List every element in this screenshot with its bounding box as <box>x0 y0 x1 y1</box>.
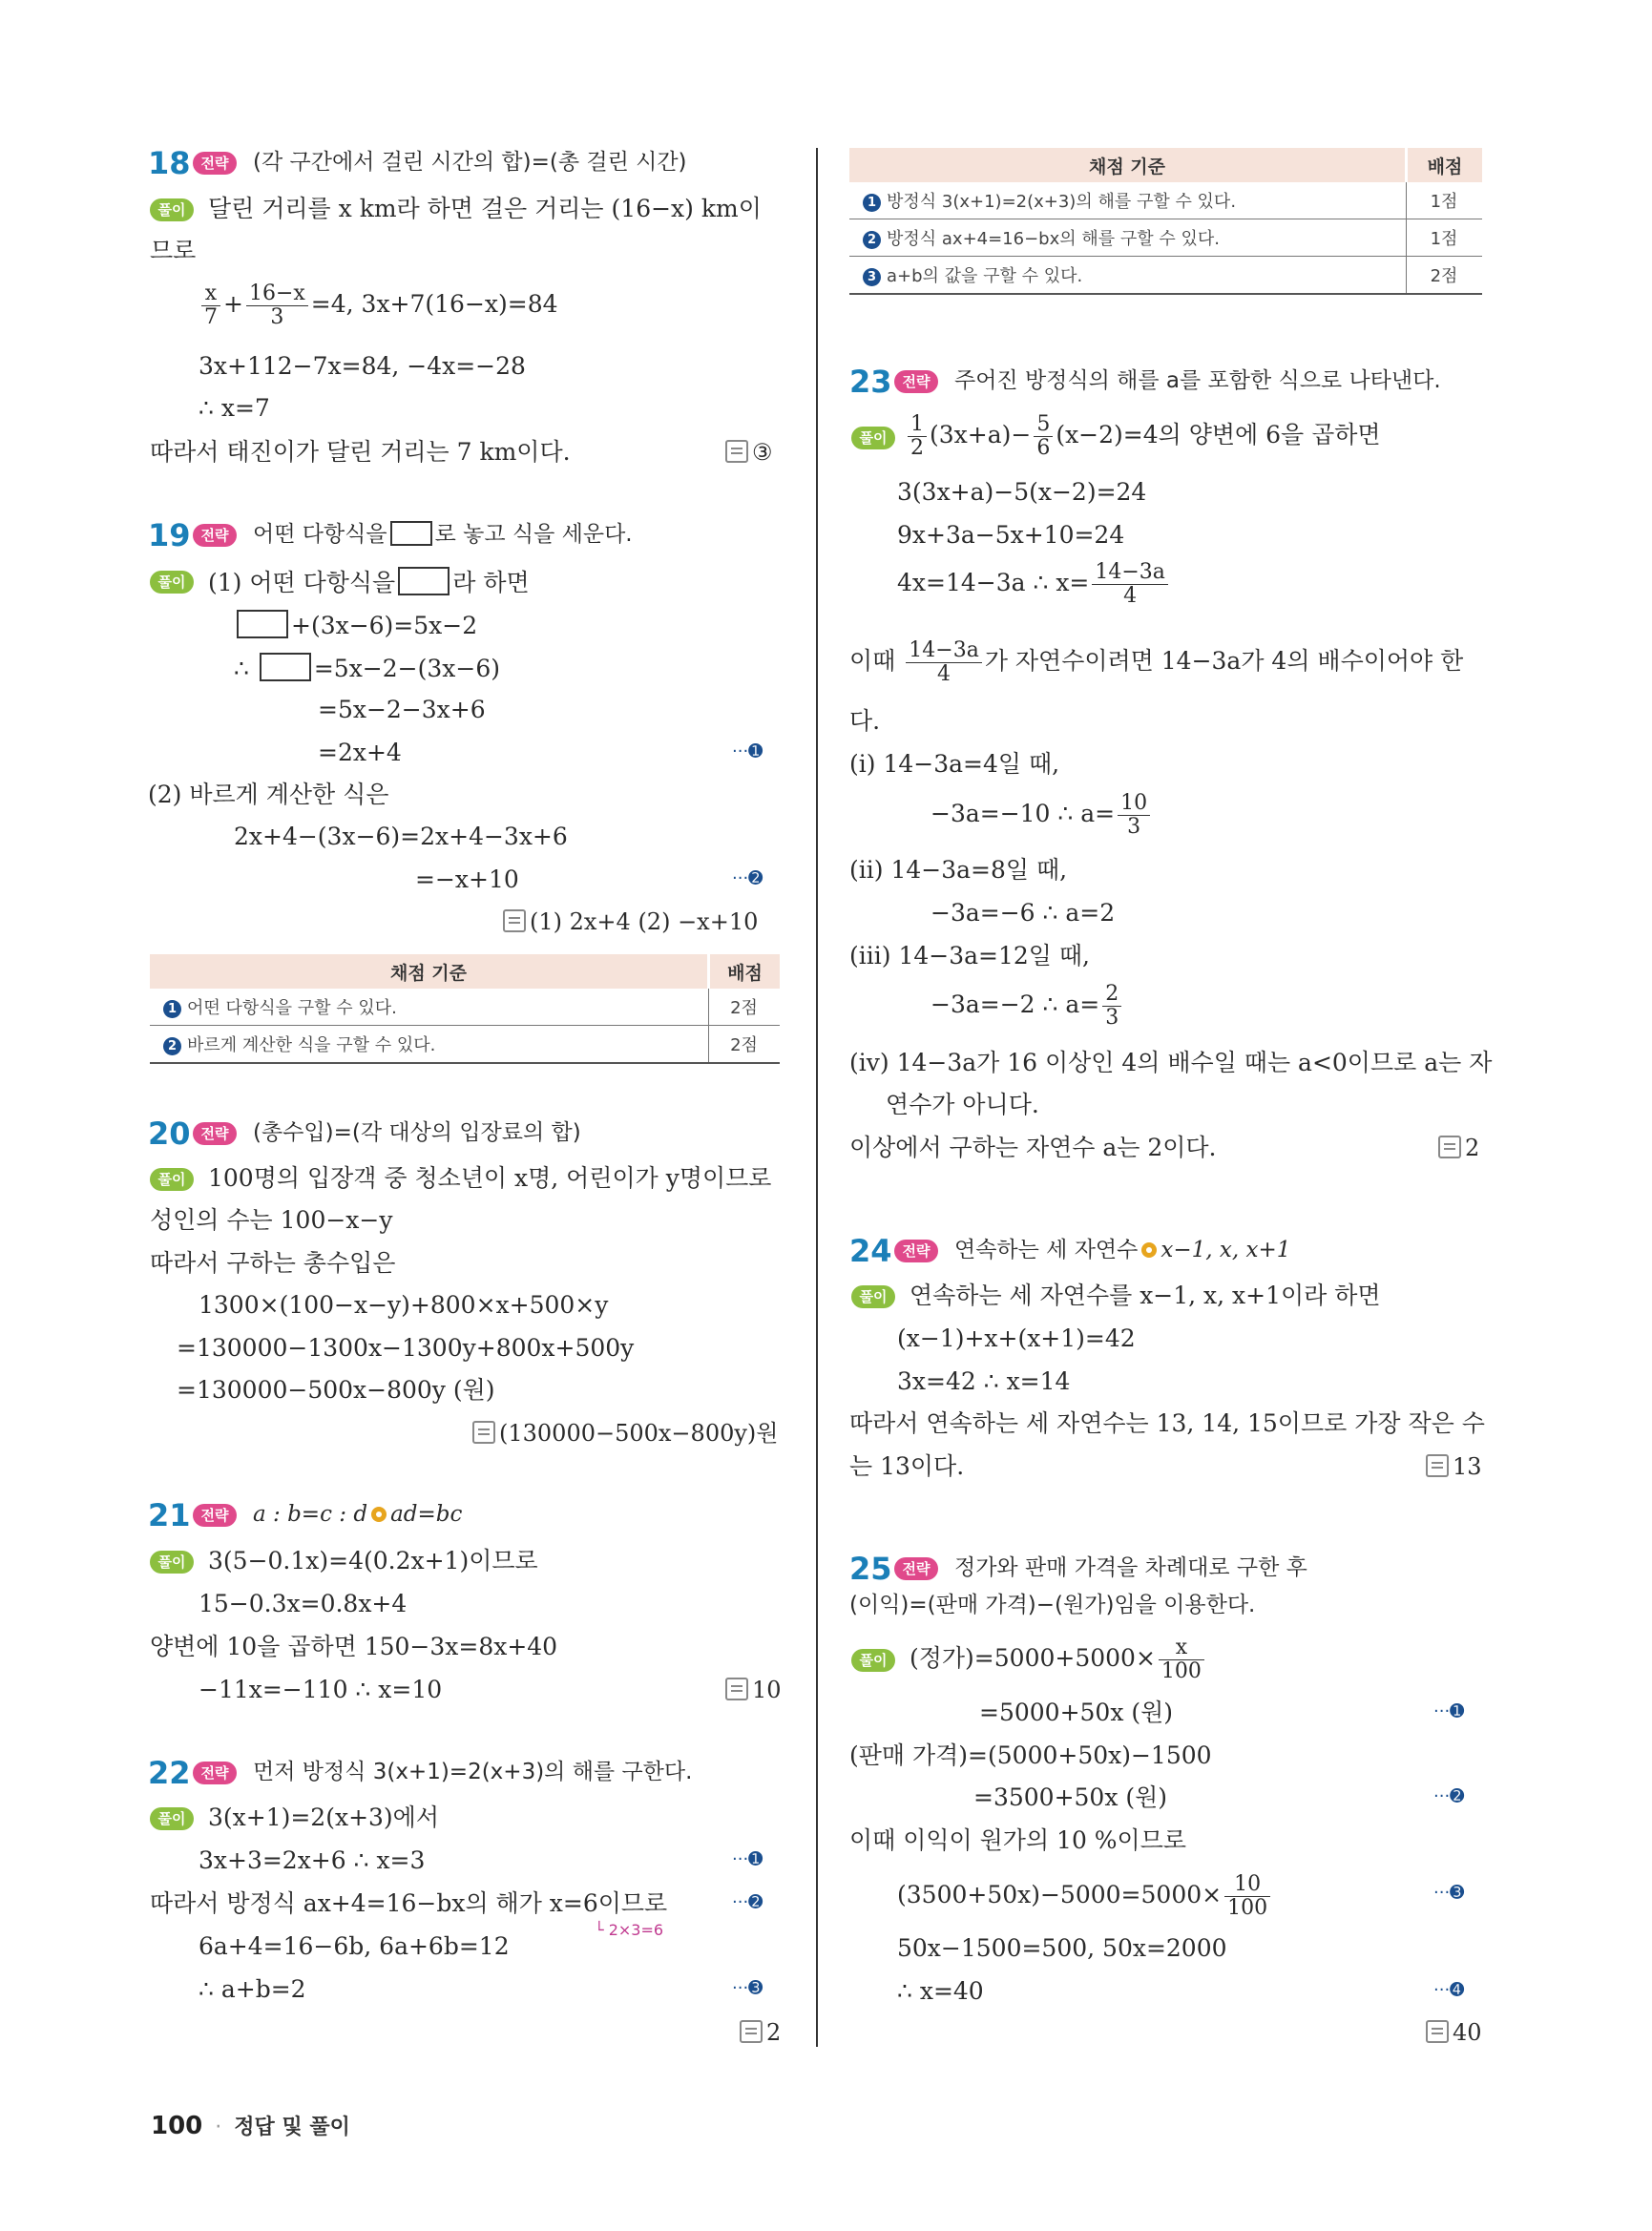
equation-line: $\frac{1}{2}$ (3x+a)− $\frac{5}{6}$ (x−2)=4의 양변에 6을 곱하면 <box>905 413 1381 460</box>
equation-line: (정가)=5000+5000× $\frac{x}{100}$ <box>910 1637 1207 1683</box>
strategy-text: 어떤 다항식을 로 놓고 식을 세운다. <box>253 522 633 547</box>
equation-line: =−x+10 <box>415 865 519 893</box>
points-cell: 2점 <box>1407 257 1483 295</box>
solution-line: 따라서 구하는 총수입은 <box>150 1249 396 1277</box>
equation-line: =5000+50x (원) <box>979 1699 1174 1726</box>
equation-line: 3x+112−7x=84, −4x=−28 <box>199 352 526 380</box>
solution-line: 따라서 방정식 ax+4=16−bx의 해가 x=6이므로 <box>150 1889 668 1917</box>
page-number: 100 <box>151 2112 203 2140</box>
case-line: 연수가 아니다. <box>886 1091 1039 1118</box>
conclusion-line: 따라서 태진이가 달린 거리는 7 km이다. <box>150 438 571 466</box>
solution-line: (1) 어떤 다항식을 라 하면 <box>208 569 530 596</box>
solution-line: 양변에 10을 곱하면 150−3x=8x+40 <box>150 1633 558 1660</box>
page-footer <box>151 2111 350 2140</box>
strategy-text: 연속하는 세 자연수 x−1, x, x+1 <box>954 1238 1291 1262</box>
answer: (130000−500x−800y)원 <box>472 1419 778 1448</box>
solution-badge: 풀이 <box>150 1807 194 1830</box>
strategy-text: 주어진 방정식의 해를 a를 포함한 식으로 나타낸다. <box>954 368 1441 393</box>
answer: 2 <box>1438 1134 1479 1162</box>
solution-badge: 풀이 <box>851 1649 895 1672</box>
solution-line: 다. <box>849 707 881 735</box>
answer-icon <box>1438 1136 1461 1158</box>
equation-line: (x−1)+x+(x+1)=42 <box>897 1324 1136 1352</box>
arrow-icon <box>371 1507 387 1522</box>
case-line: (iv) 14−3a가 16 이상인 4의 배수일 때는 a<0이므로 a는 자 <box>849 1049 1493 1076</box>
equation-line: ∴ a+b=2 <box>199 1975 306 2003</box>
answer-icon <box>725 440 748 463</box>
solution-line: 이때 $\frac{14-3a}{4}$ 가 자연수이려면 14−3a가 4의 배수이어야 한 <box>849 638 1464 686</box>
strategy-text: a : b=c : d ad=bc <box>253 1502 463 1527</box>
points-cell: 1점 <box>1407 219 1483 257</box>
column-divider <box>816 148 818 2047</box>
equation-line: =2x+4 <box>318 739 402 766</box>
criteria-header: 채점 기준 <box>849 148 1407 182</box>
equation-line: 50x−1500=500, 50x=2000 <box>897 1934 1227 1962</box>
case-line: (ii) 14−3a=8일 때, <box>849 856 1068 884</box>
question-number: 22 <box>148 1755 191 1791</box>
equation-line: 3x+3=2x+6 ∴ x=3 <box>199 1846 426 1874</box>
answer: ③ <box>725 438 773 467</box>
strategy-badge: 전략 <box>193 1504 237 1527</box>
points-cell: 1점 <box>1407 182 1483 219</box>
case-line: (i) 14−3a=4일 때, <box>849 750 1060 778</box>
arrow-icon <box>1141 1242 1157 1258</box>
solution-badge: 풀이 <box>150 1551 194 1574</box>
scoring-table <box>150 954 780 1064</box>
answer-icon <box>1426 2020 1449 2043</box>
equation-line: −3a=−6 ∴ a=2 <box>931 899 1116 927</box>
points-header: 배점 <box>709 954 781 989</box>
points-cell: 2점 <box>709 1026 781 1064</box>
equation-line: =130000−1300x−1300y+800x+500y <box>177 1334 635 1362</box>
question-number: 21 <box>148 1497 191 1533</box>
points-header: 배점 <box>1407 148 1483 182</box>
answer-icon <box>740 2020 763 2043</box>
strategy-text: 정가와 판매 가격을 차례대로 구한 후 <box>954 1555 1307 1580</box>
footer-separator: · <box>215 2116 222 2139</box>
strategy-badge: 전략 <box>894 370 938 393</box>
answer: 13 <box>1426 1452 1482 1481</box>
strategy-badge: 전략 <box>894 1557 938 1580</box>
solution-line: 3(x+1)=2(x+3)에서 <box>208 1804 439 1831</box>
blank-box <box>398 567 450 595</box>
equation-line: 1300×(100−x−y)+800×x+500×y <box>199 1291 609 1319</box>
equation-line: 3(3x+a)−5(x−2)=24 <box>897 478 1147 506</box>
equation-line: 3x=42 ∴ x=14 <box>897 1367 1071 1395</box>
solution-badge: 풀이 <box>150 1168 194 1191</box>
solution-badge: 풀이 <box>851 1285 895 1308</box>
step-marker: ···➊ <box>1433 1701 1465 1721</box>
equation-line: =5x−2−3x+6 <box>318 696 486 723</box>
conclusion-line: 이상에서 구하는 자연수 a는 2이다. <box>849 1134 1217 1161</box>
equation-line: ∴ x=7 <box>199 394 270 422</box>
equation-line: 15−0.3x=0.8x+4 <box>199 1590 408 1617</box>
solution-line: 3(5−0.1x)=4(0.2x+1)이므로 <box>208 1547 538 1574</box>
answer-icon <box>725 1678 748 1700</box>
solution-line: 이때 이익이 원가의 10 %이므로 <box>849 1826 1187 1854</box>
solution-line: 100명의 입장객 중 청소년이 x명, 어린이가 y명이므로 <box>208 1164 772 1192</box>
blank-box <box>260 653 311 681</box>
equation-line: 6a+4=16−6b, 6a+6b=12 <box>199 1932 510 1960</box>
solution-badge: 풀이 <box>150 198 194 221</box>
step-marker: ···➌ <box>1433 1883 1465 1903</box>
scoring-table <box>849 148 1482 295</box>
strategy-text: (이익)=(판매 가격)−(원가)임을 이용한다. <box>849 1593 1256 1617</box>
equation-line: +(3x−6)=5x−2 <box>234 610 477 640</box>
strategy-badge: 전략 <box>193 1762 237 1784</box>
question-number: 24 <box>849 1233 892 1269</box>
question-number: 20 <box>148 1116 191 1152</box>
footer-label: 정답 및 풀이 <box>234 2116 350 2139</box>
annotation-note: └ 2×3=6 <box>595 1921 664 1939</box>
equation-line: 9x+3a−5x+10=24 <box>897 521 1125 549</box>
equation-line: 4x=14−3a ∴ x= $\frac{14-3a}{4}$ <box>897 561 1171 608</box>
answer: 2 <box>740 2018 781 2047</box>
answer: 40 <box>1426 2018 1482 2047</box>
answer-icon <box>1426 1454 1449 1477</box>
equation-line: −3a=−10 ∴ a= $\frac{10}{3}$ <box>931 792 1153 839</box>
answer: 10 <box>725 1676 782 1704</box>
solution-line: 따라서 연속하는 세 자연수는 13, 14, 15이므로 가장 작은 수 <box>849 1409 1485 1437</box>
step-marker: ···➋ <box>732 1892 763 1912</box>
strategy-text: (총수입)=(각 대상의 입장료의 합) <box>253 1120 581 1145</box>
criteria-cell: 3 a+b의 값을 구할 수 있다. <box>849 257 1407 295</box>
answer-icon <box>503 909 526 932</box>
solution-line: 성인의 수는 100−x−y <box>150 1206 393 1234</box>
solution-line: 는 13이다. <box>849 1452 965 1480</box>
solution-line: (2) 바르게 계산한 식은 <box>148 781 389 808</box>
blank-box <box>237 610 288 638</box>
equation-line: ∴ x=40 <box>897 1977 984 2005</box>
equation-line: ∴ =5x−2−(3x−6) <box>234 655 500 682</box>
step-marker: ···➍ <box>1433 1980 1465 2000</box>
criteria-cell: 1 방정식 3(x+1)=2(x+3)의 해를 구할 수 있다. <box>849 182 1407 219</box>
equation-line: (판매 가격)=(5000+50x)−1500 <box>849 1741 1212 1769</box>
solution-badge: 풀이 <box>851 427 895 449</box>
points-cell: 2점 <box>709 989 781 1026</box>
step-marker: ···➋ <box>732 868 763 888</box>
solution-line: 므로 <box>150 237 197 264</box>
solution-line: 달린 거리를 x km라 하면 걸은 거리는 (16−x) km이 <box>208 195 762 222</box>
equation-line: −11x=−110 ∴ x=10 <box>199 1676 443 1703</box>
question-number: 19 <box>148 517 191 553</box>
strategy-text: (각 구간에서 걸린 시간의 합)=(총 걸린 시간) <box>253 150 687 175</box>
solution-line: 연속하는 세 자연수를 x−1, x, x+1이라 하면 <box>910 1282 1381 1309</box>
step-marker: ···➋ <box>1433 1786 1465 1806</box>
question-number: 25 <box>849 1551 892 1587</box>
question-number: 18 <box>148 145 191 181</box>
solution-badge: 풀이 <box>150 571 194 594</box>
equation-line: −3a=−2 ∴ a= $\frac{2}{3}$ <box>931 983 1124 1030</box>
equation-line: =130000−500x−800y (원) <box>177 1376 495 1404</box>
criteria-header: 채점 기준 <box>150 954 709 989</box>
step-marker: ···➊ <box>732 741 763 761</box>
equation-line: $\frac{x}{7}$ + $\frac{16-x}{3}$ =4, 3x+7(16−x)=84 <box>199 282 558 329</box>
question-number: 23 <box>849 364 892 400</box>
equation-line: =3500+50x (원) <box>973 1783 1168 1811</box>
strategy-badge: 전략 <box>193 152 237 175</box>
criteria-cell: 2 바르게 계산한 식을 구할 수 있다. <box>150 1026 709 1064</box>
equation-line: 2x+4−(3x−6)=2x+4−3x+6 <box>234 823 568 850</box>
criteria-cell: 2 방정식 ax+4=16−bx의 해를 구할 수 있다. <box>849 219 1407 257</box>
step-marker: ···➌ <box>732 1978 763 1998</box>
step-marker: ···➊ <box>732 1849 763 1869</box>
strategy-badge: 전략 <box>193 524 237 547</box>
strategy-text: 먼저 방정식 3(x+1)=2(x+3)의 해를 구한다. <box>253 1760 693 1784</box>
blank-box <box>390 521 432 546</box>
equation-line: (3500+50x)−5000=5000× $\frac{10}{100}$ <box>897 1873 1273 1920</box>
strategy-badge: 전략 <box>894 1240 938 1262</box>
criteria-cell: 1 어떤 다항식을 구할 수 있다. <box>150 989 709 1026</box>
answer: (1) 2x+4 (2) −x+10 <box>503 907 758 936</box>
answer-icon <box>472 1421 495 1444</box>
strategy-badge: 전략 <box>193 1122 237 1145</box>
case-line: (iii) 14−3a=12일 때, <box>849 942 1090 970</box>
